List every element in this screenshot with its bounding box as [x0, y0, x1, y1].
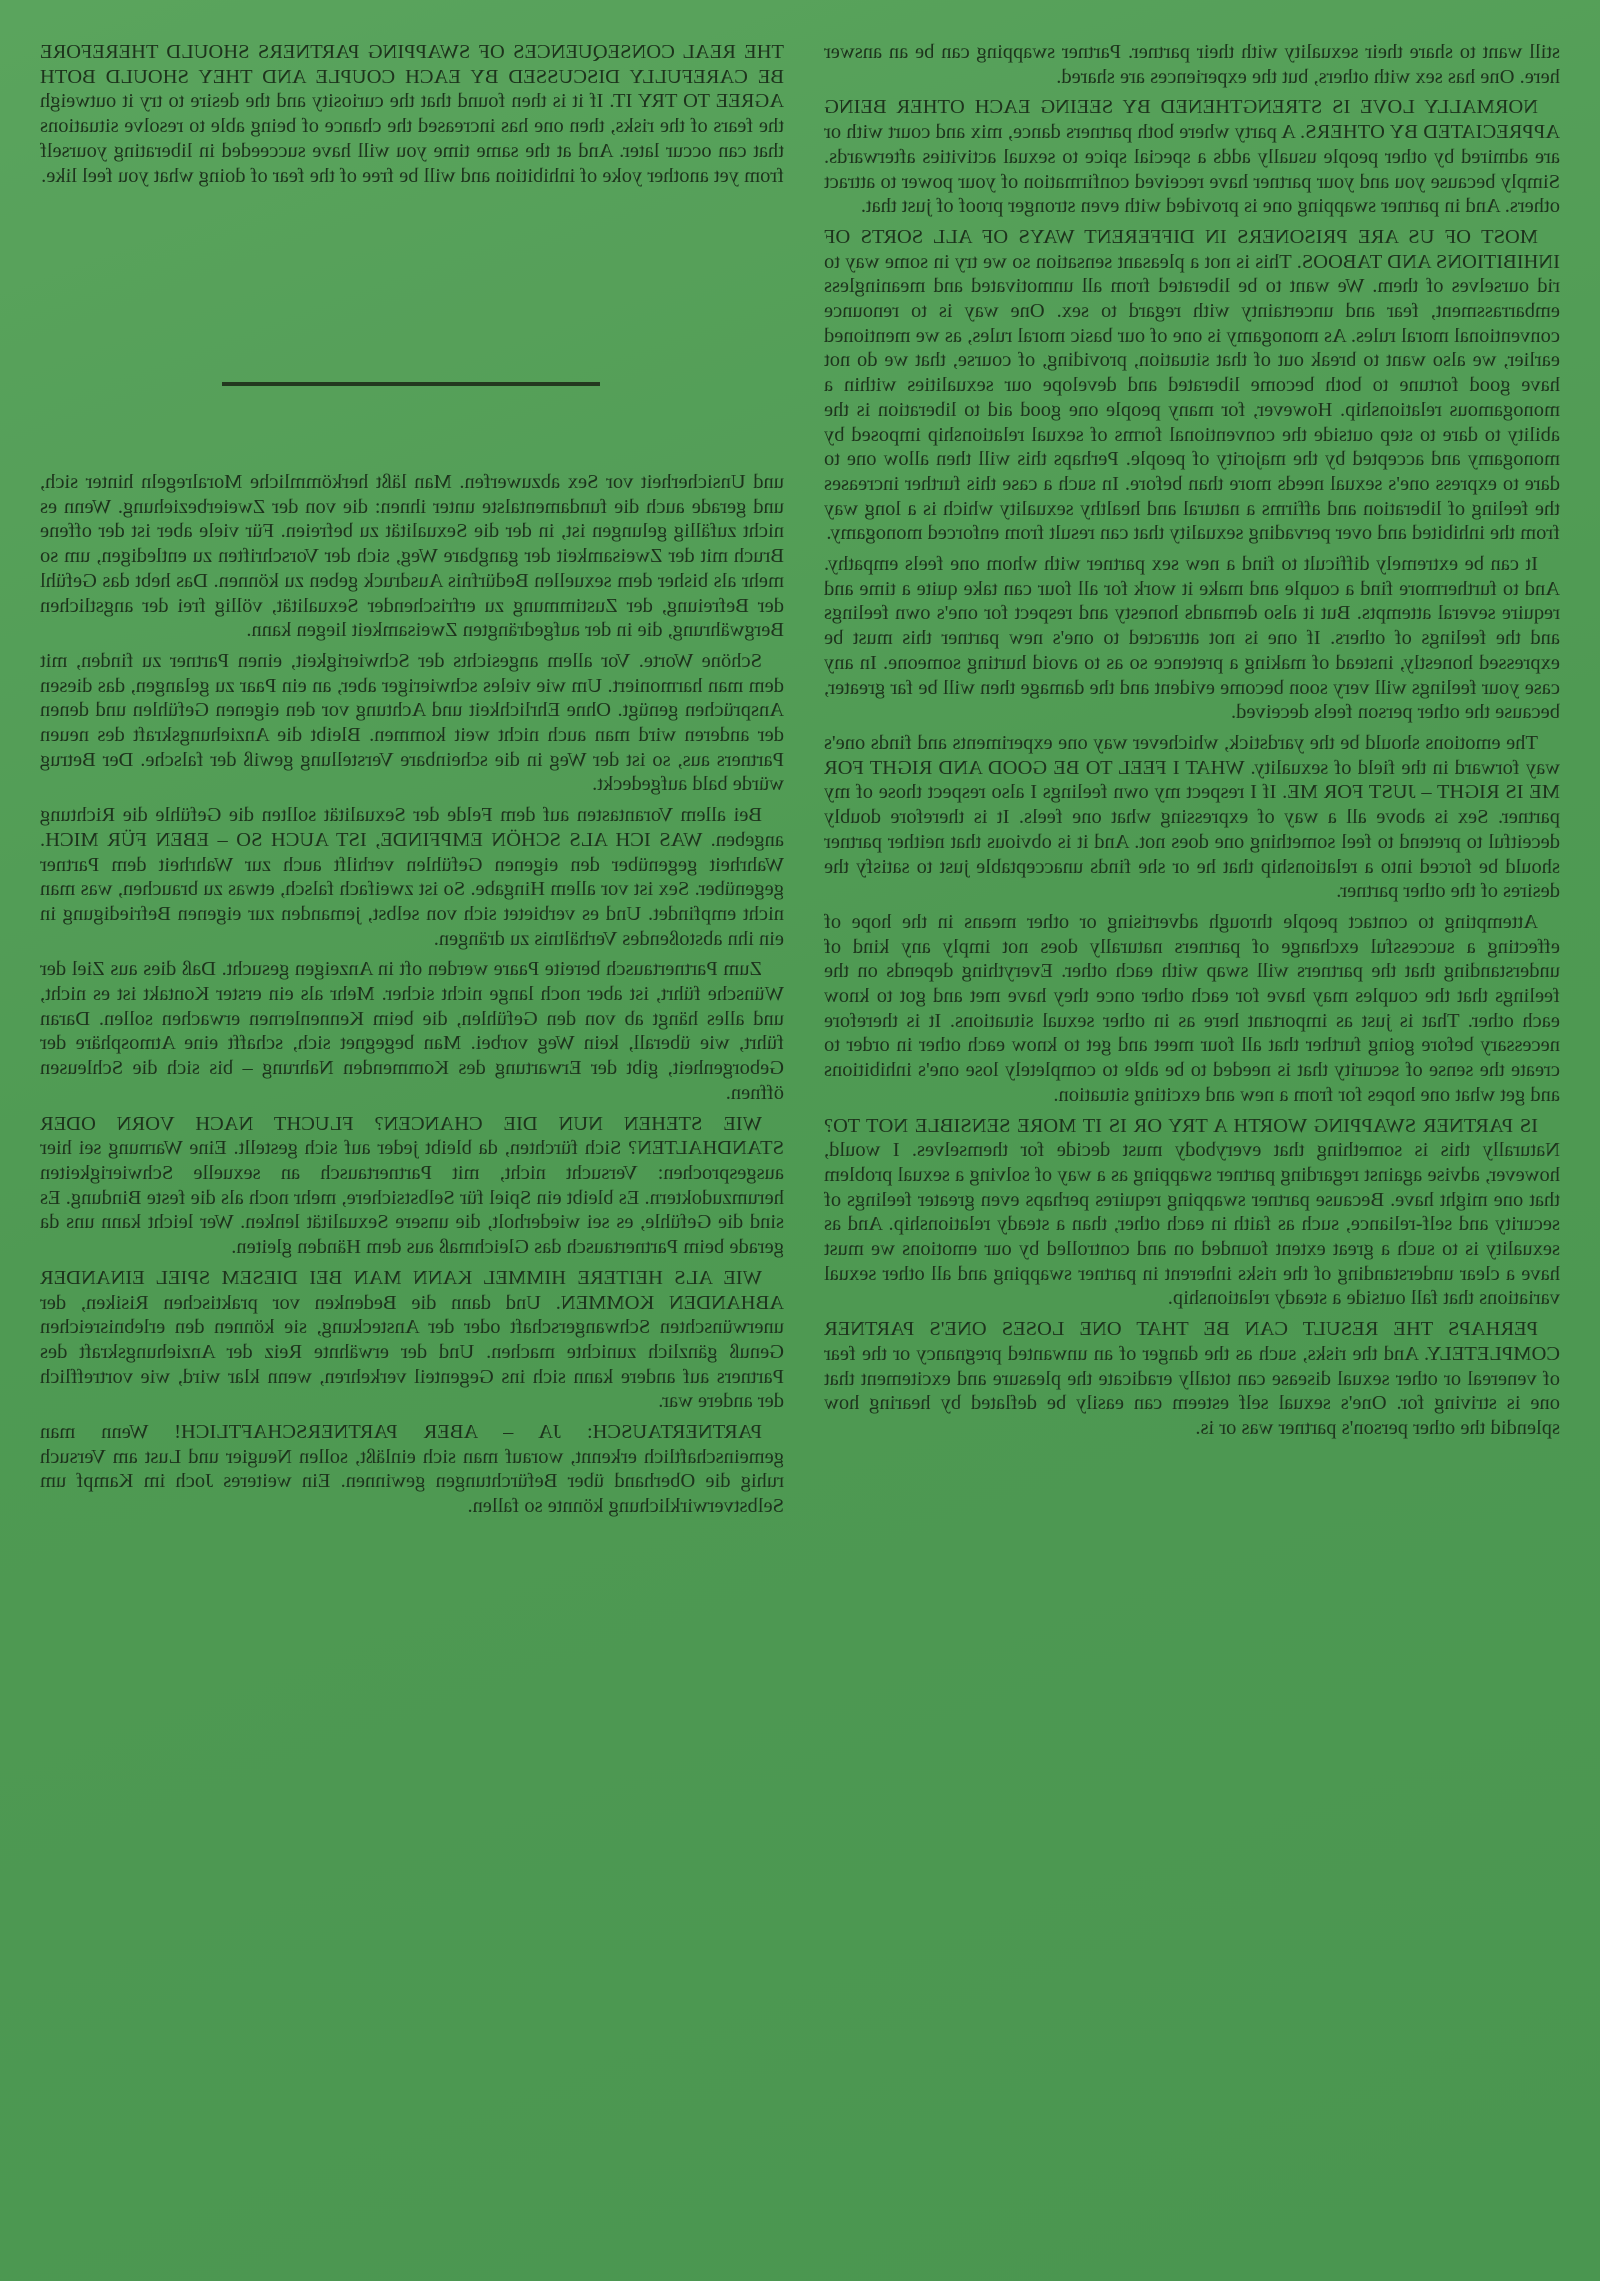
paragraph: PERHAPS THE RESULT CAN BE THAT ONE LOSES ONE'S PARTNER COMPLETELY. And the risks, such as the danger of an unwanted pregnancy or the fear of venereal or other sexual disease can totally eradicate the pleasure and excitement that one is striving for. One's sexual self esteem can easily be deflated by hearing how splendid the other person's partner was or is. — [824, 1318, 1560, 1439]
paragraph: It can be extremely difficult to find a new sex partner with whom one feels empathy. And to furthermore find a couple and make it work for all four can take quite a time and require several attempts. But it also demands honesty and respect for one's own feelings and the feelings of others. If one is not attracted to one's new partner this must be expressed honestly, instead of making a pretence so as to avoid hurting someone. In any case your feelings will very soon become evident and the damage then will be far greater, because the other person feels deceived. — [824, 553, 1560, 724]
paragraph: Schöne Worte. Vor allem angesichts der Schwierigkeit, einen Partner zu finden, mit dem man harmoniert. Um wie vieles schwieriger aber, an ein Paar zu gelangen, das diesen Ansprüchen genügt. Ohne Ehrlichkeit und Achtung vor den eigenen Gefühlen und denen der anderen wird man auch nicht weit kommen. Bleibt die Anziehungskraft des neuen Partners aus, so ist der Weg in die scheinbare Verstellung gewiß der falsche. Der Betrug würde bald aufgedeckt. — [40, 649, 784, 796]
paragraph: still want to share their sexuality with their partner. Partner swapping can be an answer here. One has sex with others, but the experiences are shared. — [824, 41, 1560, 88]
paragraph: NORMALLY LOVE IS STRENGTHENED BY SEEING EACH OTHER BEING APPRECIATED BY OTHERS. A party where both partners dance, mix and court with or are admired by other people usually adds a special spice to sexual activities afterwards. Simply because you and your partner have received confirmation of your power to attract others. And in partner swapping one is provided with even stronger proof of just that. — [824, 96, 1560, 218]
text-column-english-short — [40, 40, 784, 300]
paragraph: Attempting to contact people through advertising or other means in the hope of effecting a successful exchange of partners naturally does not imply any kind of understanding that the partners will swap with each other. Everything depends on the feelings that the couples may have for each other once they have met and got to know each other. That is just as important here as in other sexual situations. It is therefore necessary before going further that all four meet and get to know each other in order to create the sense of security that is needed to be able to completely lose one's inhibitions and get what one hopes for from a new and exciting situation. — [824, 910, 1560, 1106]
paragraph: und Unsicherheit vor Sex abzuwerfen. Man läßt herkömmliche Moralregeln hinter sich, und gerade auch die fundamentalste unter ihnen: die von der Zweierbeziehung. Wenn es nicht zufällig gelungen ist, in der die Sexualität zu befreien. Für viele aber ist der offene Bruch mit der Zweisamkeit der gangbare Weg, sich der Vorschriften zu entledigen, um so mehr als bisher dem sexuellen Bedürfnis Ausdruck geben zu können. Das hebt das Gefühl der Befreiung, der Zustimmung zu erfrischender Sexualität, völlig frei der angstlichen Bergwährung, die in der aufgedrängten Zweisamkeit liegen kann. — [40, 471, 784, 642]
text-column-german — [40, 470, 784, 1990]
text-column-english-long — [824, 40, 1560, 2190]
section-divider — [222, 382, 600, 386]
paragraph: The emotions should be the yardstick, whichever way one experiments and finds one's way forward in the field of sexuality. WHAT I FEEL TO BE GOOD AND RIGHT FOR ME IS RIGHT – JUST FOR ME. If I respect my own feelings I also respect those of my partner. Sex is above all a way of expressing what one feels. It is therefore doubly deceitful to pretend to feel something one does not. And it is obvious that neither partner should be forced into a relationship that he or she finds unacceptable just to satisfy the desires of the other partner. — [824, 731, 1560, 903]
paragraph: WIE ALS HEITERE HIMMEL KANN MAN BEI DIESEM SPIEL EINANDER ABHANDEN KOMMEN. Und dann die Bedenken vor praktischen Risiken, der unerwünschten Schwangerschaft oder der Ansteckung, sie können den erlebnisreichen Genuß gänzlich zunichte machen. Und der erwähnte Reiz der Anziehungskraft des Partners auf andere kann sich ins Gegenteil verkehren, wenn klar wird, wie vortrefflich der andere war. — [40, 1266, 784, 1413]
paragraph: WIE STEHEN NUN DIE CHANCEN? FLUCHT NACH VORN ODER STANDHALTEN? Sich fürchten, da bleibt jeder auf sich gestellt. Eine Warnung sei hier ausgesprochen: Versucht nicht, mit Partnertausch an sexuelle Schwierigkeiten herumzudoktern. Es bleibt ein Spiel für Selbstsichere, mehr noch als die feste Bindung. Es sind die Gefühle, es sei wiederholt, die unsere Sexualität lenken. Wer leicht kann uns da gerade beim Partnertausch das Gleichmaß aus dem Händen gleiten. — [40, 1112, 784, 1259]
paragraph: Bei allem Vorantasten auf dem Felde der Sexualität sollten die Gefühle die Richtung angeben. WAS ICH ALS SCHÖN EMPFINDE, IST AUCH SO – EBEN FÜR MICH. Wahrheit gegenüber den eigenen Gefühlen verhilft auch zur Wahrheit dem Partner gegenüber. Sex ist vor allem Hingabe. So ist zweifach falsch, etwas zu brauchen, was man nicht empfindet. Und es verbietet sich von selbst, jemanden zur eigenen Befriedigung in ein ihn abstoßendes Verhältnis zu drängen. — [40, 804, 784, 950]
paragraph: Zum Partnertausch bereite Paare werden oft in Anzeigen gesucht. Daß dies aus Ziel der Wünsche führt, ist aber noch lange nicht sicher. Mehr als ein erster Kontakt ist es nicht, und alles hängt ab von den Gefühlen, die beim Kennenlernen erwachen sollen. Daran führt, wie überall, kein Weg vorbei. Man begegnet sich, schafft eine Atmosphäre der Geborgenheit, gibt der Erwartung des Kommenden Nahrung – bis sich die Schleusen öffnen. — [40, 958, 784, 1104]
paragraph: MOST OF US ARE PRISONERS IN DIFFERENT WAYS OF ALL SORTS OF INHIBITIONS AND TABOOS. This is not a pleasant sensation so we try in some way to rid ourselves of them. We want to be liberated from all unmotivated and meaningless embarrassment, fear and uncertainty with regard to sex. One way is to renounce conventional moral rules. As monogamy is one of our basic moral rules, as we mentioned earlier, we also want to break out of that situation, providing, of course, that we do not have good fortune to both become liberated and develope our sexualities within a monogamous relationship. However, for many people one good aid to liberation is the ability to dare to step outside the conventional forms of sexual relationship imposed by monogamy and accepted by the majority of people. Perhaps this will then allow one to dare to express one's sexual needs more than before. In such a case this further increases the feeling of liberation and affirms a natural and healthy sexuality which is a long way from the inhibited and over pervading sexuality that can result from enforced monogamy. — [824, 225, 1560, 545]
paragraph: PARTNERTAUSCH: JA – ABER PARTNERSCHAFTLICH! Wenn man gemeinschaftlich erkennt, worauf man sich einläßt, sollen Neugier und Lust am Versuch ruhig die Oberhand über Befürchtungen gewinnen. Ein weiteres Joch im Kampf um Selbstverwirklichung könnte so fallen. — [40, 1421, 784, 1518]
paragraph: IS PARTNER SWAPPING WORTH A TRY OR IS IT MORE SENSIBLE NOT TO? Naturally this is something that everybody must decide for themselves. I would, however, advise against regarding partner swapping as a way of solving a sexual problem that one might have. Because partner swapping requires perhaps even greater feelings of security and self-reliance, such as faith in each other, than a steady relationship. And as sexuality is to such a great extent founded on and controlled by our emotions we must have a clear understanding of the risks inherent in partner swapping and all other sexual variations that fall outside a steady relationship. — [824, 1114, 1560, 1310]
paragraph: THE REAL CONSEQUENCES OF SWAPPING PARTNERS SHOULD THEREFORE BE CAREFULLY DISCUSSED BY EACH COUPLE AND THEY SHOULD BOTH AGREE TO TRY IT. If it is then found that the curiosity and the desire to try it outweigh the fears of the risks, then one has increased the chance of being able to resolve situations that can occur later. And at the same time you will have succeeded in liberating yourself from yet another yoke of inhibition and will be free of the fear of doing what you feel like. — [40, 41, 784, 187]
